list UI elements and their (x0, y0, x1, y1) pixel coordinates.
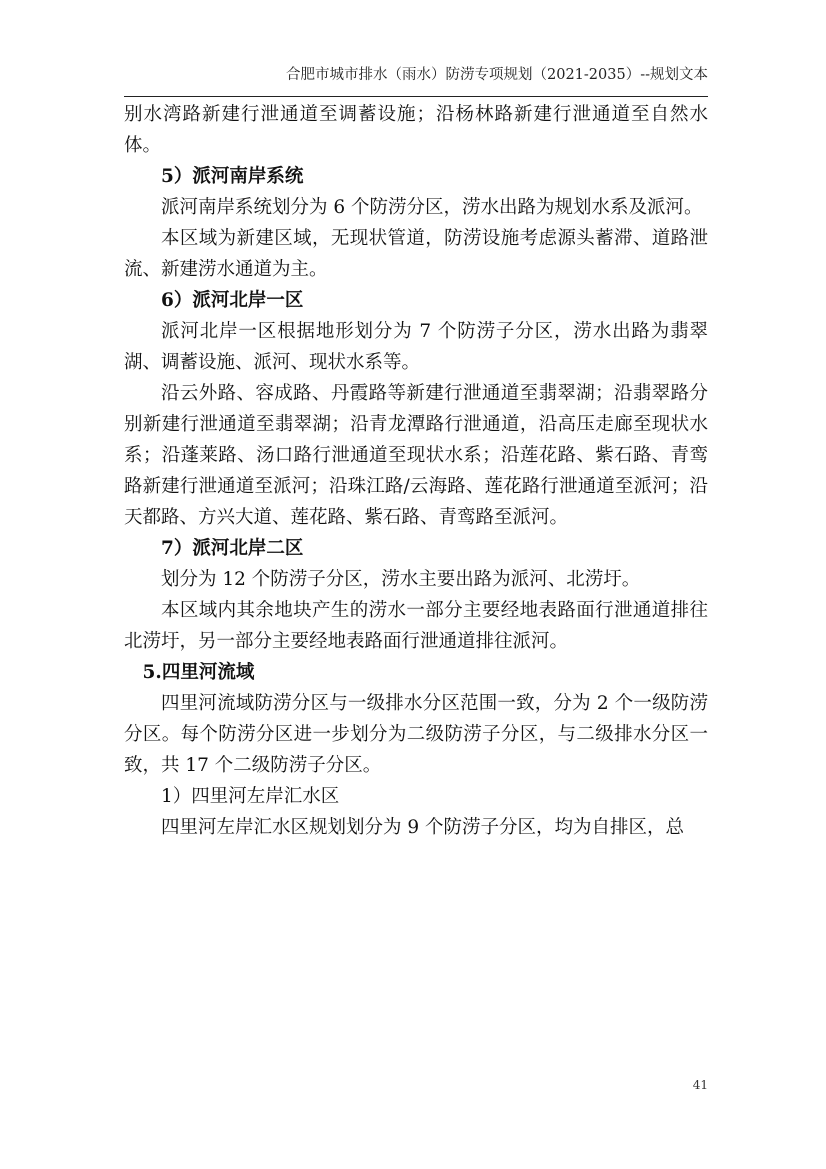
paragraph: 划分为 12 个防涝子分区，涝水主要出路为派河、北涝圩。 (161, 569, 641, 590)
paragraph: 本区域为新建区域，无现状管道，防涝设施考虑源头蓄滞、道路泄流、新建涝水通道为主。 (124, 228, 708, 280)
page-number: 41 (692, 1078, 708, 1092)
paragraph: 本区域内其余地块产生的涝水一部分主要经地表路面行泄通道排往北涝圩，另一部分主要经地表路面行泄通道排往派河。 (124, 600, 708, 652)
paragraph: 四里河左岸汇水区规划划分为 9 个防涝子分区，均为自排区，总 (161, 817, 685, 838)
section-heading: 7）派河北岸二区 (161, 538, 304, 559)
chapter-heading: 5.四里河流域 (142, 662, 255, 683)
paragraph: 派河南岸系统划分为 6 个防涝分区，涝水出路为规划水系及派河。 (161, 197, 703, 218)
paragraph: 四里河流域防涝分区与一级排水分区范围一致，分为 2 个一级防涝分区。每个防涝分区进一步划分为二级防涝子分区，与二级排水分区一致，共 17 个二级防涝子分区。 (124, 693, 708, 776)
paragraph: 派河北岸一区根据地形划分为 7 个防涝子分区，涝水出路为翡翠湖、调蓄设施、派河、现状水系等。 (124, 321, 708, 373)
body-content (124, 99, 708, 843)
paragraph-continued: 别水湾路新建行泄通道至调蓄设施；沿杨林路新建行泄通道至自然水体。 (124, 104, 708, 156)
list-heading: 1）四里河左岸汇水区 (161, 786, 340, 807)
paragraph: 沿云外路、容成路、丹霞路等新建行泄通道至翡翠湖；沿翡翠路分别新建行泄通道至翡翠湖；沿青龙潭路行泄通道，沿高压走廊至现状水系；沿蓬莱路、汤口路行泄通道至现状水系；沿莲花路、紫石路、青鸾路新建行泄通道至派河；沿珠江路/云海路、莲花路行泄通道至派河；沿天都路、方兴大道、莲花路、紫石路、青鸾路至派河。 (124, 383, 708, 528)
section-heading: 5）派河南岸系统 (161, 166, 304, 187)
section-heading: 6）派河北岸一区 (161, 290, 304, 311)
header-title: 合肥市城市排水（雨水）防涝专项规划（2021-2035）--规划文本 (286, 67, 708, 83)
running-header (124, 64, 708, 97)
